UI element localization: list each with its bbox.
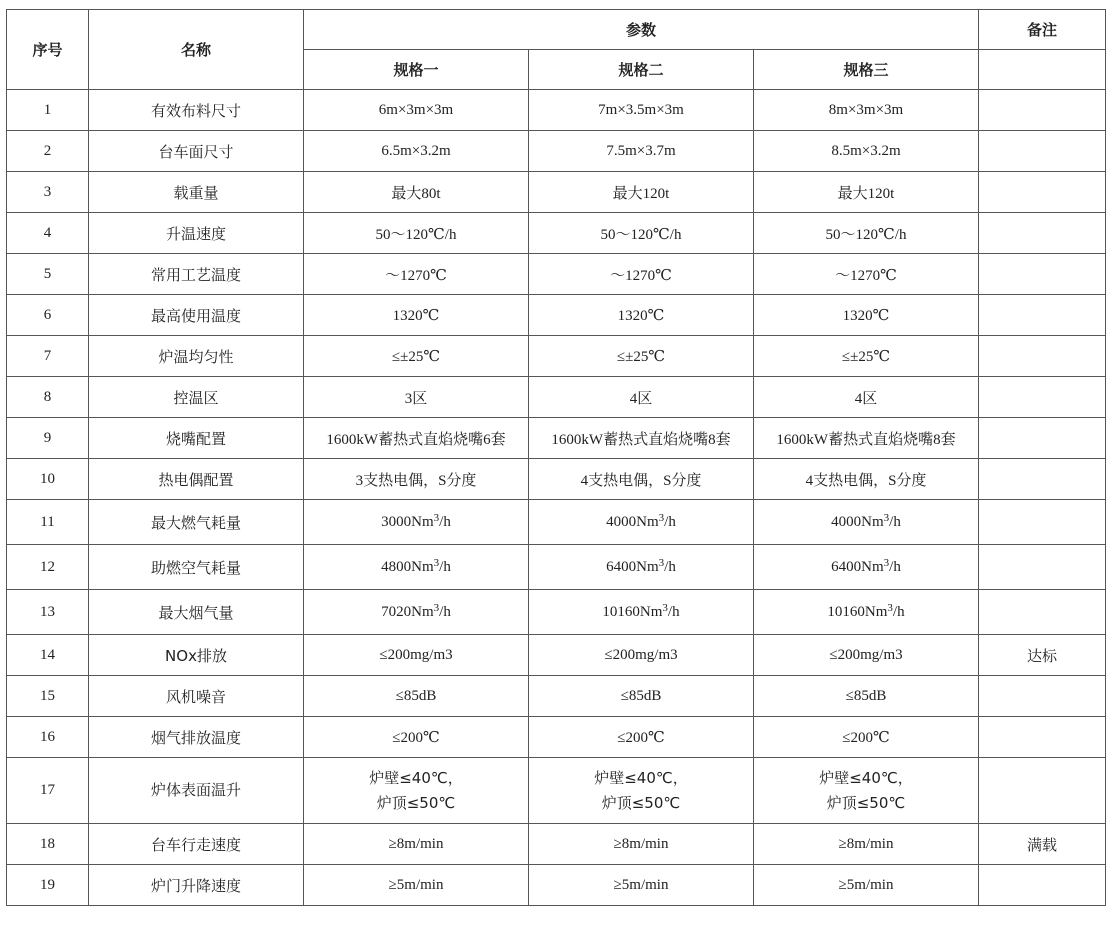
row-name: 常用工艺温度 (89, 254, 304, 295)
value-main: 4800Nm (381, 558, 434, 575)
value-line-1: 炉壁≤40℃， (369, 768, 463, 787)
header-params: 参数 (304, 10, 979, 50)
table-row (7, 590, 1106, 635)
row-name: 炉门升降速度 (89, 865, 304, 906)
header-remark-blank (979, 50, 1106, 90)
row-spec3: 50～120℃/h (754, 213, 979, 254)
value-unit: /h (889, 558, 901, 575)
value-line-1: 炉壁≤40℃， (819, 768, 913, 787)
row-spec1: 3区 (304, 377, 529, 418)
row-name: 控温区 (89, 377, 304, 418)
row-name: 最高使用温度 (89, 295, 304, 336)
row-spec3 (754, 545, 979, 590)
row-remark (979, 213, 1106, 254)
header-row-1 (7, 10, 1106, 50)
header-name: 名称 (89, 10, 304, 90)
row-spec1: 6m×3m×3m (304, 90, 529, 131)
value-line-2: 炉顶≤50℃ (601, 793, 681, 812)
row-spec3: 8m×3m×3m (754, 90, 979, 131)
row-spec2: 50～120℃/h (529, 213, 754, 254)
row-spec1 (304, 500, 529, 545)
row-index: 13 (7, 590, 89, 635)
row-spec1 (304, 545, 529, 590)
row-spec2: 1320℃ (529, 295, 754, 336)
table-row (7, 418, 1106, 459)
table-row (7, 131, 1106, 172)
row-spec2: ≤85dB (529, 676, 754, 717)
row-spec3: ≤200℃ (754, 717, 979, 758)
row-spec2: ≥5m/min (529, 865, 754, 906)
value-main: 10160Nm (602, 603, 663, 620)
table-row (7, 500, 1106, 545)
row-remark (979, 418, 1106, 459)
row-spec3: ≥5m/min (754, 865, 979, 906)
value-superscript: 3 (883, 511, 890, 524)
table-row (7, 172, 1106, 213)
row-spec1: ≤85dB (304, 676, 529, 717)
row-remark (979, 131, 1106, 172)
row-spec3: 1320℃ (754, 295, 979, 336)
row-index: 15 (7, 676, 89, 717)
row-index: 1 (7, 90, 89, 131)
table-row (7, 336, 1106, 377)
row-index: 3 (7, 172, 89, 213)
row-spec2: ≤200mg/m3 (529, 635, 754, 676)
value-main: 7020Nm (381, 603, 434, 620)
row-name: 台车行走速度 (89, 824, 304, 865)
table-row (7, 824, 1106, 865)
table-row (7, 377, 1106, 418)
row-name: 烟气排放温度 (89, 717, 304, 758)
table-row (7, 213, 1106, 254)
value-unit: /h (892, 603, 905, 620)
value-unit: /h (664, 558, 676, 575)
value-unit: /h (667, 603, 680, 620)
row-spec2: 4支热电偶，S分度 (529, 459, 754, 500)
row-name: 风机噪音 (89, 676, 304, 717)
row-name: 最大燃气耗量 (89, 500, 304, 545)
table-row (7, 459, 1106, 500)
table-row (7, 717, 1106, 758)
row-remark (979, 377, 1106, 418)
row-index: 7 (7, 336, 89, 377)
row-spec3: 4支热电偶，S分度 (754, 459, 979, 500)
row-index: 6 (7, 295, 89, 336)
row-spec2: 最大120t (529, 172, 754, 213)
value-superscript: 3 (433, 601, 440, 614)
row-name: 台车面尺寸 (89, 131, 304, 172)
row-index: 10 (7, 459, 89, 500)
table-row (7, 295, 1106, 336)
row-index: 14 (7, 635, 89, 676)
row-spec1: 50～120℃/h (304, 213, 529, 254)
value-unit: /h (664, 513, 676, 530)
value-line-2: 炉顶≤50℃ (376, 793, 456, 812)
row-spec3: ～1270℃ (754, 254, 979, 295)
row-spec3: 最大120t (754, 172, 979, 213)
value-unit: /h (889, 513, 901, 530)
row-spec3: 4区 (754, 377, 979, 418)
row-spec2 (529, 545, 754, 590)
row-name: 最大烟气量 (89, 590, 304, 635)
row-spec1: ≤±25℃ (304, 336, 529, 377)
row-remark (979, 295, 1106, 336)
row-remark (979, 717, 1106, 758)
table-row (7, 758, 1106, 824)
row-remark (979, 254, 1106, 295)
value-unit: /h (439, 603, 451, 620)
row-name: 烧嘴配置 (89, 418, 304, 459)
value-superscript: 3 (887, 601, 893, 614)
row-remark (979, 90, 1106, 131)
row-remark: 满载 (979, 824, 1106, 865)
value-superscript: 3 (433, 556, 440, 569)
value-main: 4000Nm (831, 513, 884, 530)
row-index: 11 (7, 500, 89, 545)
row-remark: 达标 (979, 635, 1106, 676)
table-row (7, 635, 1106, 676)
value-line-1: 炉壁≤40℃， (594, 768, 688, 787)
row-spec1 (304, 758, 529, 824)
value-main: 4000Nm (606, 513, 659, 530)
row-spec2: ≥8m/min (529, 824, 754, 865)
header-index: 序号 (7, 10, 89, 90)
value-main: 10160Nm (827, 603, 888, 620)
table-row (7, 545, 1106, 590)
row-remark (979, 500, 1106, 545)
row-remark (979, 336, 1106, 377)
row-spec3 (754, 590, 979, 635)
value-superscript: 3 (433, 511, 440, 524)
row-index: 4 (7, 213, 89, 254)
value-superscript: 3 (658, 556, 665, 569)
row-name: NOx排放 (89, 635, 304, 676)
spec-table (6, 9, 1106, 906)
table-row (7, 90, 1106, 131)
row-spec3: ≤85dB (754, 676, 979, 717)
row-spec2: ≤200℃ (529, 717, 754, 758)
row-name: 炉体表面温升 (89, 758, 304, 824)
value-unit: /h (439, 558, 451, 575)
row-remark (979, 459, 1106, 500)
row-spec2: ～1270℃ (529, 254, 754, 295)
row-spec3 (754, 758, 979, 824)
row-spec3: ≤200mg/m3 (754, 635, 979, 676)
row-spec2: 4区 (529, 377, 754, 418)
row-remark (979, 590, 1106, 635)
value-superscript: 3 (883, 556, 890, 569)
row-spec1: ≥8m/min (304, 824, 529, 865)
row-spec2 (529, 500, 754, 545)
row-spec1: ≥5m/min (304, 865, 529, 906)
row-remark (979, 172, 1106, 213)
row-index: 19 (7, 865, 89, 906)
row-index: 12 (7, 545, 89, 590)
row-spec2 (529, 590, 754, 635)
row-name: 载重量 (89, 172, 304, 213)
row-index: 17 (7, 758, 89, 824)
row-spec2: 7.5m×3.7m (529, 131, 754, 172)
value-superscript: 3 (658, 511, 665, 524)
row-spec1: 1600kW蓄热式直焰烧嘴6套 (304, 418, 529, 459)
table-row (7, 254, 1106, 295)
row-spec1: 1320℃ (304, 295, 529, 336)
row-spec3: 1600kW蓄热式直焰烧嘴8套 (754, 418, 979, 459)
header-spec1: 规格一 (304, 50, 529, 90)
row-spec1: 6.5m×3.2m (304, 131, 529, 172)
row-spec2 (529, 758, 754, 824)
row-index: 9 (7, 418, 89, 459)
row-spec1: ≤200℃ (304, 717, 529, 758)
row-spec1: ～1270℃ (304, 254, 529, 295)
row-spec3: ≥8m/min (754, 824, 979, 865)
row-index: 2 (7, 131, 89, 172)
value-main: 6400Nm (606, 558, 659, 575)
table-row (7, 865, 1106, 906)
table-row (7, 676, 1106, 717)
header-spec3: 规格三 (754, 50, 979, 90)
row-remark (979, 758, 1106, 824)
row-spec3: 8.5m×3.2m (754, 131, 979, 172)
row-spec2: 7m×3.5m×3m (529, 90, 754, 131)
row-spec2: 1600kW蓄热式直焰烧嘴8套 (529, 418, 754, 459)
value-main: 3000Nm (381, 513, 434, 530)
row-spec1: ≤200mg/m3 (304, 635, 529, 676)
row-name: 有效布料尺寸 (89, 90, 304, 131)
header-spec2: 规格二 (529, 50, 754, 90)
row-spec3 (754, 500, 979, 545)
row-name: 升温速度 (89, 213, 304, 254)
row-name: 热电偶配置 (89, 459, 304, 500)
row-index: 18 (7, 824, 89, 865)
row-index: 8 (7, 377, 89, 418)
row-spec1 (304, 590, 529, 635)
row-name: 助燃空气耗量 (89, 545, 304, 590)
row-spec3: ≤±25℃ (754, 336, 979, 377)
row-spec2: ≤±25℃ (529, 336, 754, 377)
row-spec1: 最大80t (304, 172, 529, 213)
header-remark: 备注 (979, 10, 1106, 50)
value-main: 6400Nm (831, 558, 884, 575)
row-remark (979, 545, 1106, 590)
row-name: 炉温均匀性 (89, 336, 304, 377)
row-remark (979, 676, 1106, 717)
row-remark (979, 865, 1106, 906)
value-line-2: 炉顶≤50℃ (826, 793, 906, 812)
value-unit: /h (439, 513, 451, 530)
row-index: 16 (7, 717, 89, 758)
value-superscript: 3 (662, 601, 668, 614)
row-index: 5 (7, 254, 89, 295)
row-spec1: 3支热电偶，S分度 (304, 459, 529, 500)
